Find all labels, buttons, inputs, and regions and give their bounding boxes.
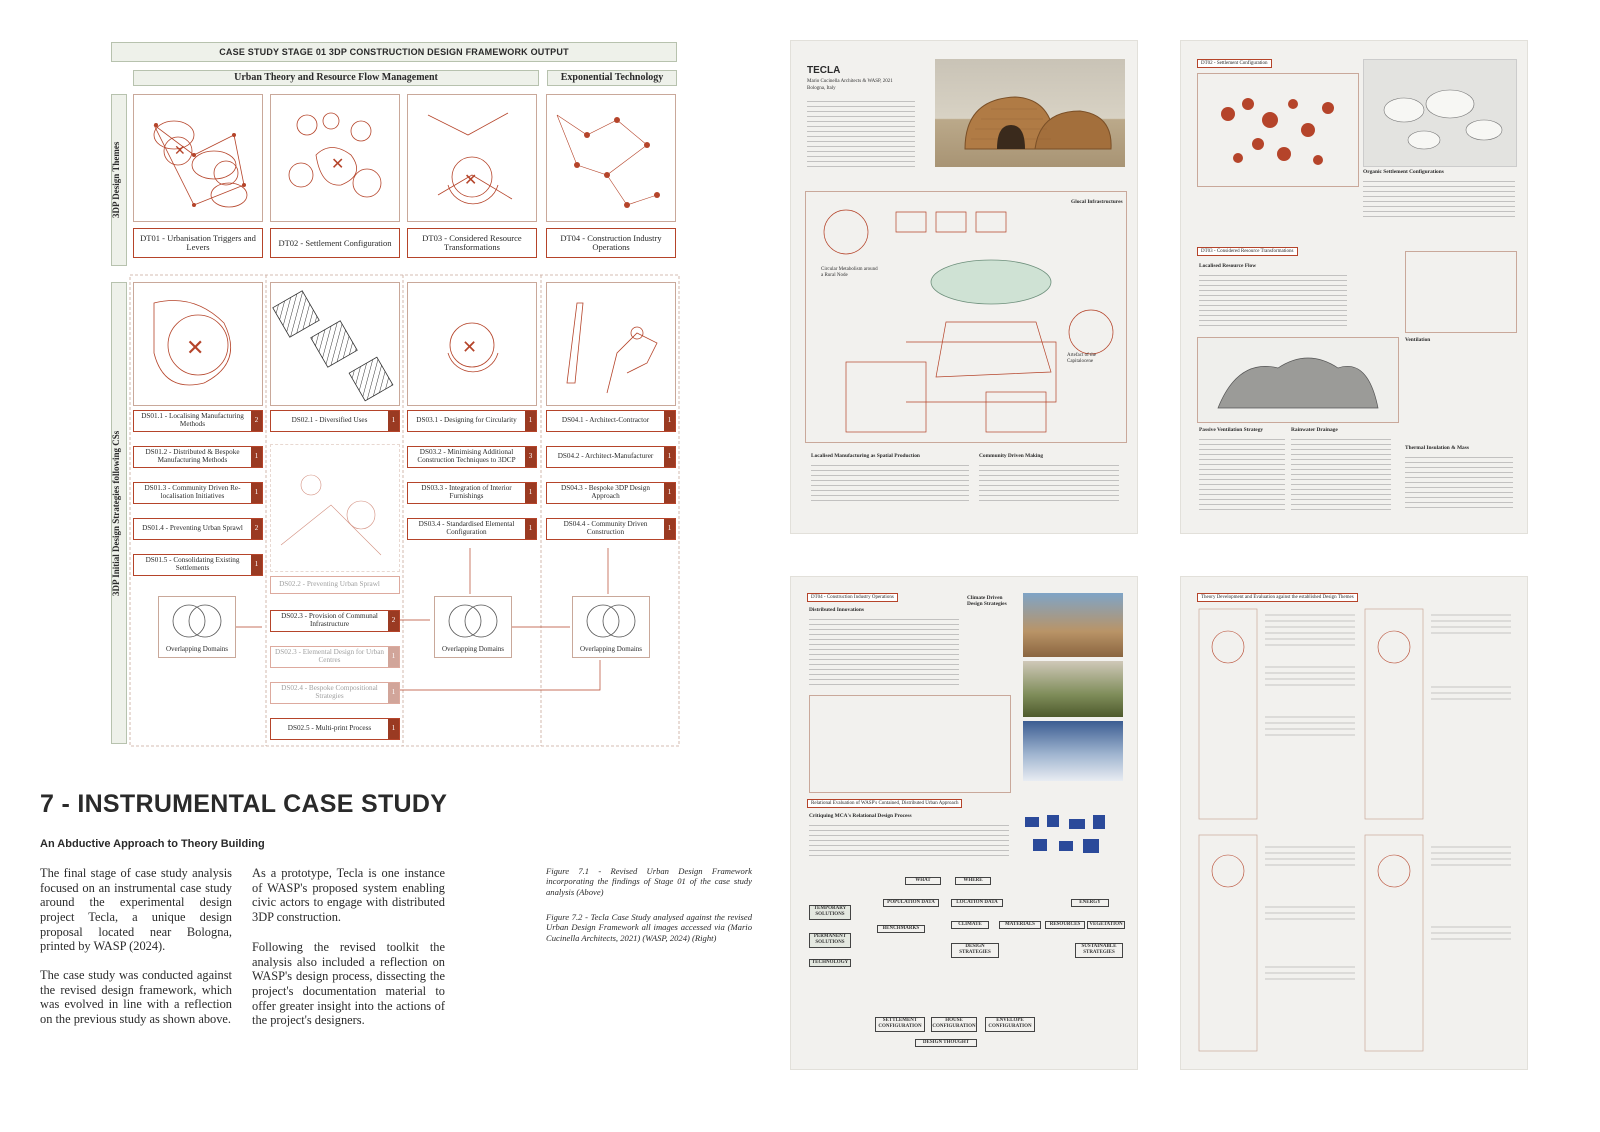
p3-drawing xyxy=(809,695,1011,793)
p2-resource-lines xyxy=(1199,271,1347,327)
strategy-ds04-1: DS04.1 - Architect-Contractor 1 xyxy=(546,410,676,432)
p2-thermal-lines xyxy=(1405,453,1513,509)
group-exponential: Exponential Technology xyxy=(547,70,677,86)
strategy-ds03-4: DS03.4 - Standardised Elemental Configuration 1 xyxy=(407,518,537,540)
p3-flowchart xyxy=(805,877,1125,1057)
flow-node-what: WHAT xyxy=(905,877,941,885)
flow-node-where: WHERE xyxy=(955,877,991,885)
framework-header: CASE STUDY STAGE 01 3DP CONSTRUCTION DESIGN FRAMEWORK OUTPUT xyxy=(111,42,677,62)
p2-settlement-diagram xyxy=(1197,73,1359,187)
p3-tag-1: DT04 - Construction Industry Operations xyxy=(807,593,898,602)
tecla-community-lines xyxy=(979,461,1119,501)
tecla-local-head: Localised Manufacturing as Spatial Production xyxy=(811,453,920,459)
tecla-place: Bologna, Italy xyxy=(807,86,836,91)
framework-connectors xyxy=(0,0,700,760)
strategy-ds01-1: DS01.1 - Localising Manufacturing Methods 2 xyxy=(133,410,263,432)
paragraph-3: As a prototype, Tecla is one instance of WASP's proposed system enabling civic actors to engage with distributed 3DP construction. xyxy=(252,866,445,924)
tecla-community-head: Community Driven Making xyxy=(979,453,1044,459)
paragraph-4: Following the revised toolkit the analysis also included a reflection on WASP's design process, dissecting the project's documentation material to offer greater insight into the actions of the project's designers. xyxy=(252,940,445,1028)
tecla-photo xyxy=(935,59,1125,167)
tecla-title: TECLA xyxy=(807,65,841,76)
p2-thermal-head: Thermal Insulation & Mass xyxy=(1405,445,1469,451)
p2-resource-head: Localised Resource Flow xyxy=(1199,263,1257,269)
overlap-label-3: Overlapping Domains xyxy=(579,645,642,653)
group-urban: Urban Theory and Resource Flow Management xyxy=(133,70,539,86)
tecla-local-lines xyxy=(811,461,969,501)
strategy-ds04-3: DS04.3 - Bespoke 3DP Design Approach 1 xyxy=(546,482,676,504)
paragraph-1: The final stage of case study analysis focused on an instrumental case study around the experimental design project Tecla, a unique design proposal located near Bologna, printed by WASP (2024). xyxy=(40,866,232,954)
flow-node-vegetation: VEGETATION xyxy=(1087,921,1125,929)
overlap-label-1: Overlapping Domains xyxy=(165,645,228,653)
p2-passive-lines xyxy=(1199,435,1285,511)
svg-text:✕: ✕ xyxy=(464,170,478,189)
strategy-ds02-3: DS02.3 - Provision of Communal Infrastructure 2 xyxy=(270,610,400,632)
p4-tag-1: Theory Development and Evaluation against the established Design Themes xyxy=(1197,593,1358,602)
strategy-ds04-4: DS04.4 - Community Driven Construction 1 xyxy=(546,518,676,540)
paragraph-2: The case study was conducted against the revised design framework, which was evolved in line with a reflection on the previous study as shown above. xyxy=(40,968,232,1026)
strategy-ds02-1: DS02.1 - Diversified Uses 1 xyxy=(270,410,400,432)
p3-climate-head: Climate Driven Design Strategies xyxy=(967,595,1007,607)
p3-tag-2: Relational Evaluation of WASP's Contained, Distributed Urban Approach xyxy=(807,799,962,808)
flow-node-materials: MATERIALS xyxy=(999,921,1041,929)
p2-rain-lines xyxy=(1291,435,1391,511)
overlap-label-2: Overlapping Domains xyxy=(441,645,504,653)
theme-3-caption: DT03 - Considered Resource Transformations xyxy=(407,228,537,258)
tecla-body-lines xyxy=(807,97,915,169)
row-themes-label: 3DP Design Themes xyxy=(111,141,121,219)
flow-node-energy: ENERGY xyxy=(1071,899,1109,907)
p3-dist-head: Distributed Innovations xyxy=(809,607,864,613)
flow-node-design-strategies: DESIGN STRATEGIES xyxy=(951,943,999,958)
p3-photo-3 xyxy=(1023,721,1123,781)
p2-vent-head: Ventilation xyxy=(1405,337,1431,343)
p2-rain-head: Rainwater Drainage xyxy=(1291,427,1338,433)
strategy-ds02-4: DS02.4 - Bespoke Compositional Strategies 1 xyxy=(270,682,400,704)
page-settlement xyxy=(1180,40,1528,534)
page-theory xyxy=(1180,576,1528,1070)
flow-node-population: POPULATION DATA xyxy=(883,899,939,907)
p3-dist-lines xyxy=(809,615,959,687)
p2-tag-2: DT03 - Considered Resource Transformations xyxy=(1197,247,1298,256)
strategy-ds01-2: DS01.2 - Distributed & Bespoke Manufacturing Methods 1 xyxy=(133,446,263,468)
flow-node-design-thought: DESIGN THOUGHT xyxy=(915,1039,977,1047)
strategy-ds01-4: DS01.4 - Preventing Urban Sprawl 2 xyxy=(133,518,263,540)
figure-7-2-caption: Figure 7.2 - Tecla Case Study analysed against the revised Urban Design Framework all images accessed via (Mario Cucinella Architects, 2021) (WASP, 2024) (Right) xyxy=(546,912,752,943)
tecla-global-head: Glocal Infrastructures xyxy=(1071,199,1123,205)
tecla-artefact-label: Artefact of the Capitalocene xyxy=(1067,353,1097,365)
p3-critique-head: Critiquing MCA's Relational Design Process xyxy=(809,813,912,819)
svg-text:✕: ✕ xyxy=(174,143,186,159)
tecla-diagram xyxy=(805,191,1127,443)
strategy-ds01-5: DS01.5 - Consolidating Existing Settlements 1 xyxy=(133,554,263,576)
strategy-ds03-3: DS03.3 - Integration of Interior Furnishings 1 xyxy=(407,482,537,504)
strategy-ds02-2: DS02.2 - Preventing Urban Sprawl xyxy=(270,576,400,594)
strategy-ds02-5: DS02.5 - Multi-print Process 1 xyxy=(270,718,400,740)
theme-2-caption: DT02 - Settlement Configuration xyxy=(270,228,400,258)
p2-section-render xyxy=(1197,337,1399,423)
svg-text:✕: ✕ xyxy=(331,154,345,173)
flow-node-benchmarks: BENCHMARKS xyxy=(877,925,925,933)
flow-node-settlement: SETTLEMENT CONFIGURATION xyxy=(875,1017,925,1032)
section-title: 7 - INSTRUMENTAL CASE STUDY xyxy=(40,790,448,818)
page-construction xyxy=(790,576,1138,1070)
tecla-circular-label: Circular Metabolism around a Rural Node xyxy=(821,267,878,279)
p2-passive-head: Passive Ventilation Strategy xyxy=(1199,427,1264,433)
strategy-ds04-2: DS04.2 - Architect-Manufacturer 1 xyxy=(546,446,676,468)
p3-photo-2 xyxy=(1023,661,1123,717)
flow-node-house: HOUSE CONFIGURATION xyxy=(931,1017,977,1032)
p2-organic-lines xyxy=(1363,177,1515,221)
strategy-ds01-3: DS01.3 - Community Driven Re-localisation Initiatives 1 xyxy=(133,482,263,504)
p2-tag-1: DT02 - Settlement Configuration xyxy=(1197,59,1272,68)
page-tecla xyxy=(790,40,1138,534)
p2-organic-head: Organic Settlement Configurations xyxy=(1363,169,1444,175)
p3-photo-1 xyxy=(1023,593,1123,657)
flow-node-technology: TECHNOLOGY xyxy=(809,959,851,967)
svg-text:✕: ✕ xyxy=(186,336,205,361)
strategy-ds02-3b: DS02.3 - Elemental Design for Urban Centres 1 xyxy=(270,646,400,668)
strategy-ds03-1: DS03.1 - Designing for Circularity 1 xyxy=(407,410,537,432)
figure-7-1-caption: Figure 7.1 - Revised Urban Design Framework incorporating the findings of Stage 01 of the case study analysis (Above) xyxy=(546,866,752,897)
theme-4-caption: DT04 - Construction Industry Operations xyxy=(546,228,676,258)
flow-node-envelope: ENVELOPE CONFIGURATION xyxy=(985,1017,1035,1032)
flow-node-location: LOCATION DATA xyxy=(951,899,1003,907)
flow-node-resources: RESOURCES xyxy=(1045,921,1085,929)
tecla-credit: Mario Cucinella Architects & WASP, 2021 xyxy=(807,79,893,84)
flow-node-temporary: TEMPORARY SOLUTIONS xyxy=(809,905,851,920)
flow-node-climate: CLIMATE xyxy=(951,921,989,929)
flow-node-sustainable: SUSTAINABLE STRATEGIES xyxy=(1075,943,1123,958)
p4-grid xyxy=(1195,607,1515,1057)
strategy-ds03-2: DS03.2 - Minimising Additional Construction Techniques to 3DCP 3 xyxy=(407,446,537,468)
svg-text:✕: ✕ xyxy=(462,337,478,358)
p3-blue-icons xyxy=(1017,809,1121,869)
row-strategies-label: 3DP Initial Design Strategies following CSs xyxy=(111,430,121,596)
p3-critique-lines xyxy=(809,821,1009,857)
p2-vent-drawing xyxy=(1405,251,1517,333)
section-subtitle: An Abductive Approach to Theory Building xyxy=(40,838,265,850)
theme-1-caption: DT01 - Urbanisation Triggers and Levers xyxy=(133,228,263,258)
flow-node-permanent: PERMANENT SOLUTIONS xyxy=(809,933,851,948)
p2-settlement-render xyxy=(1363,59,1517,167)
